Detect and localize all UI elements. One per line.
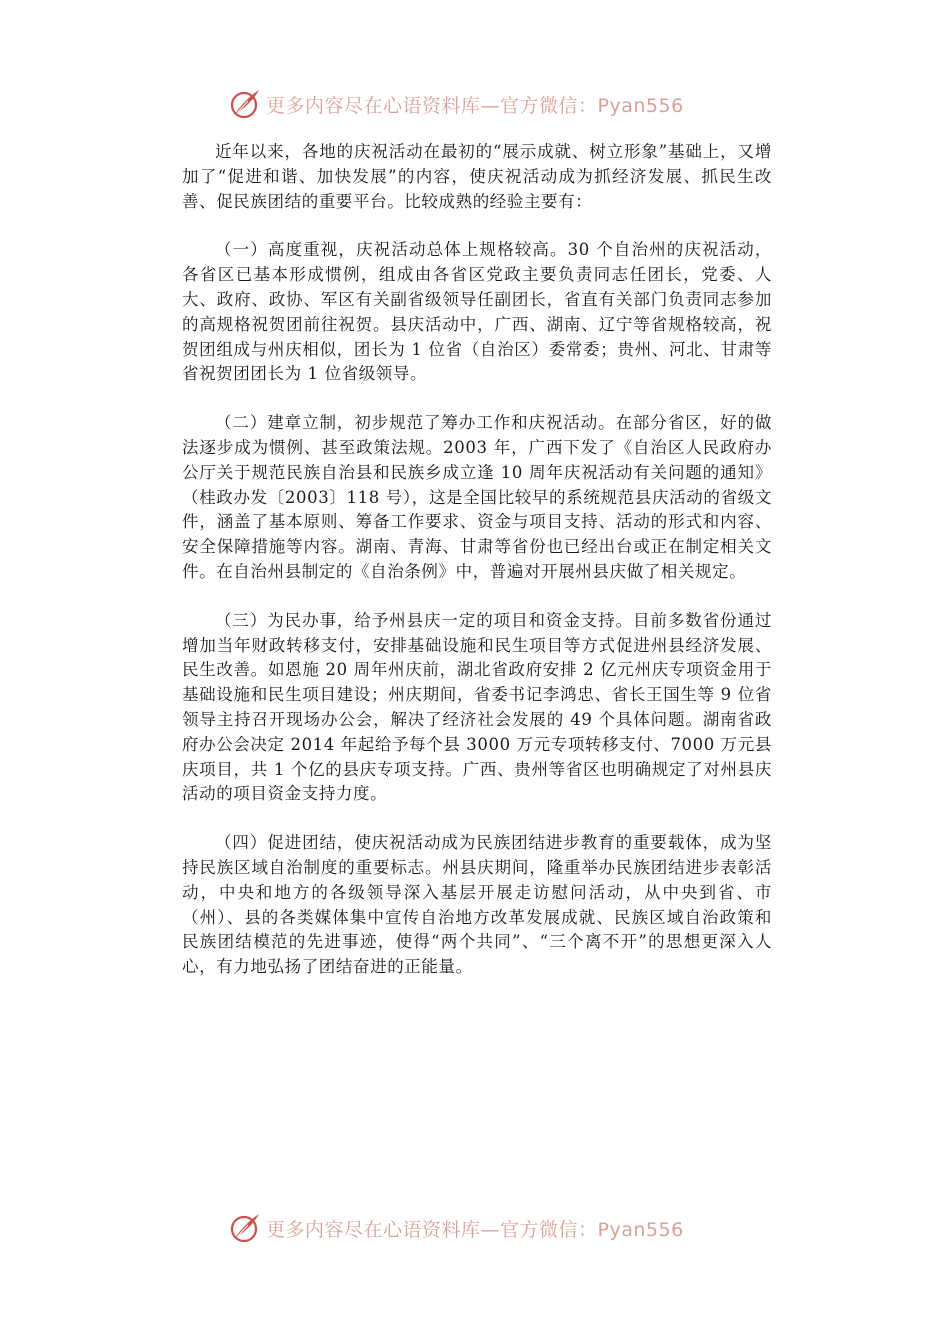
quill-logo-icon: [228, 1211, 262, 1245]
header-watermark-text: 更多内容尽在心语资料库—官方微信：Pyan556: [266, 94, 684, 117]
paragraph-point-2: （二）建章立制，初步规范了筹办工作和庆祝活动。在部分省区，好的做法逐步成为惯例、甚至政策法规。2003 年，广西下发了《自治区人民政府办公厅关于规范民族自治县和民族乡成立逢 10 周年庆祝活动有关问题的通知》（桂政办发〔2003〕118 号），这是全国比较早的系统规范县庆活动的省级文件，涵盖了基本原则、筹备工作要求、资金与项目支持、活动的形式和内容、安全保障措施等内容。湖南、青海、甘肃等省份也已经出台或正在制定相关文件。在自治州县制定的《自治条例》中，普遍对开展州县庆做了相关规定。: [182, 413, 772, 581]
paragraph-point-4: （四）促进团结，使庆祝活动成为民族团结进步教育的重要载体，成为坚持民族区域自治制度的重要标志。州县庆期间，隆重举办民族团结进步表彰活动，中央和地方的各级领导深入基层开展走访慰问活动，从中央到省、市（州）、县的各类媒体集中宣传自治地方改革发展成就、民族区域自治政策和民族团结模范的先进事迹，使得“两个共同”、“三个离不开”的思想更深入人心，有力地弘扬了团结奋进的正能量。: [182, 833, 772, 977]
footer-watermark-banner: [228, 1210, 728, 1246]
paragraph-point-3: （三）为民办事，给予州县庆一定的项目和资金支持。目前多数省份通过增加当年财政转移支付，安排基础设施和民生项目等方式促进州县经济发展、民生改善。如恩施 20 周年州庆前，湖北省政府安排 2 亿元州庆专项资金用于基础设施和民生项目建设；州庆期间，省委书记李鸿忠、省长王国生等 9 位省领导主持召开现场办公会，解决了经济社会发展的 49 个具体问题。湖南省政府办公会决定 2014 年起给予每个县 3000 万元专项转移支付、7000 万元县庆项目，共 1 个亿的县庆专项支持。广西、贵州等省区也明确规定了对州县庆活动的项目资金支持力度。: [182, 610, 772, 804]
paragraph-point-1: （一）高度重视，庆祝活动总体上规格较高。30 个自治州的庆祝活动，各省区已基本形成惯例，组成由各省区党政主要负责同志任团长，党委、人大、政府、政协、军区有关副省级领导任副团长，省直有关部门负责同志参加的高规格祝贺团前往祝贺。县庆活动中，广西、湖南、辽宁等省规格较高，祝贺团组成与州庆相似，团长为 1 位省（自治区）委常委；贵州、河北、甘肃等省祝贺团团长为 1 位省级领导。: [182, 240, 772, 384]
footer-watermark-text: 更多内容尽在心语资料库—官方微信：Pyan556: [266, 1218, 684, 1241]
header-watermark-banner: [228, 86, 728, 122]
quill-logo-icon: [228, 87, 262, 121]
paragraph-intro: 近年以来，各地的庆祝活动在最初的“展示成就、树立形象”基础上，又增加了“促进和谐、加快发展”的内容，使庆祝活动成为抓经济发展、抓民生改善、促民族团结的重要平台。比较成熟的经验主要有：: [182, 142, 772, 211]
document-body: [182, 140, 772, 1004]
